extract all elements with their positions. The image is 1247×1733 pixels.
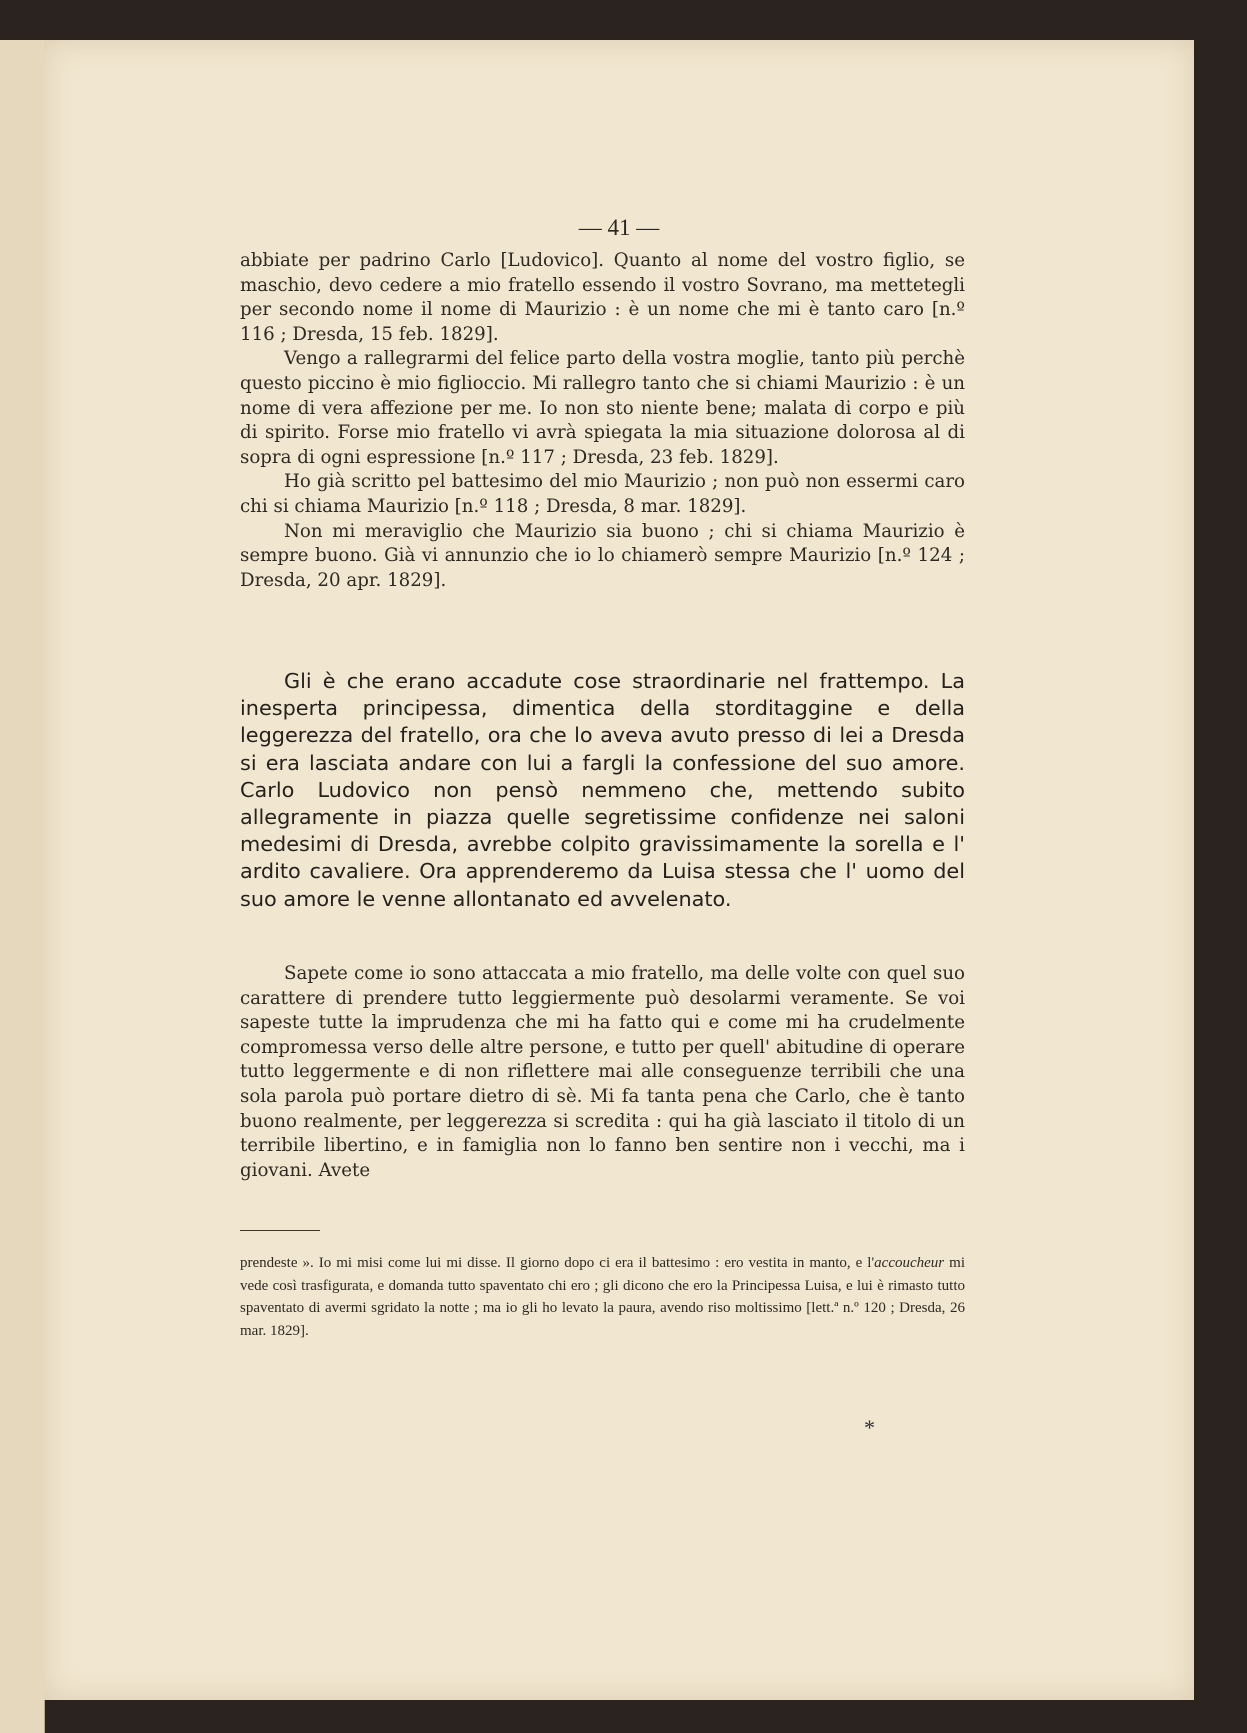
facing-page-edge: [0, 40, 45, 1733]
footnote-italic: accoucheur: [874, 1255, 945, 1271]
quoted-letters-1: [240, 249, 965, 593]
quote-paragraph: Ho già scritto pel battesimo del mio Maurizio ; non può non essermi caro chi si chiama Maurizio [n.º 118 ; Dresda, 8 mar. 1829].: [240, 471, 965, 517]
footnote-text: mi vede così trasfigurata, e domanda tutto spaventato chi ero ; gli dicono che ero la Principessa Luisa, e lui è rimasto tutto spaventato di avermi sgridato la notte ; ma io gli ho levato la paura, avendo riso moltissimo [lett.ª n.º 120 ; Dresda, 26 mar. 1829].: [240, 1255, 965, 1339]
footnote-text: prendeste ». Io mi misi come lui mi disse. Il giorno dopo ci era il battesimo : ero vestita in manto, e l': [240, 1255, 875, 1271]
signature-mark: *: [864, 1415, 875, 1440]
body-paragraph: Gli è che erano accadute cose straordinarie nel frattempo. La inesperta principessa, dimentica della storditaggine e della leggerezza del fratello, ora che lo aveva avuto presso di lei a Dresda si era lasciata andare con lui a fargli la confessione del suo amore. Carlo Ludovico non pensò nemmeno che, mettendo subito allegramente in piazza quelle segretissime confidenze nei saloni medesimi di Dresda, avrebbe colpito gravissimamente la sorella e l' ardito cavaliere. Ora apprenderemo da Luisa stessa che l' uomo del suo amore le venne allontanato ed avvelenato.: [240, 669, 965, 911]
quote-paragraph: Vengo a rallegrarmi del felice parto della vostra moglie, tanto più perchè questo piccino è mio figlioccio. Mi rallegro tanto che si chiami Maurizio : è un nome di vera affezione per me. Io non sto niente bene; malata di corpo e più di spirito. Forse mio fratello vi avrà spiegata la mia situazione dolorosa al di sopra di ogni espressione [n.º 117 ; Dresda, 23 feb. 1829].: [240, 348, 965, 468]
book-page: [44, 40, 1194, 1700]
quoted-letters-2: [240, 962, 965, 1183]
quote-paragraph: Non mi meraviglio che Maurizio sia buono ; chi si chiama Maurizio è sempre buono. Già vi annunzio che io lo chiamerò sempre Maurizio [n.º 124 ; Dresda, 20 apr. 1829].: [240, 520, 965, 591]
footnote: [240, 1252, 965, 1342]
page-number: — 41 —: [578, 215, 660, 240]
quote-paragraph: Sapete come io sono attaccata a mio fratello, ma delle volte con quel suo carattere di prendere tutto leggiermente può desolarmi veramente. Se voi sapeste tutte la imprudenza che mi ha fatto qui e come mi ha crudelmente compromessa verso delle altre persone, e tutto per quell' abitudine di operare tutto leggermente e di non riflettere mai alle conseguenze terribili che una sola parola può portare dietro di sè. Mi fa tanta pena che Carlo, che è tanto buono realmente, per leggerezza si scredita : qui ha già lasciato il titolo di un terribile libertino, e in famiglia non lo fanno ben sentire non i vecchi, ma i giovani. Avete: [240, 963, 965, 1181]
quote-paragraph: abbiate per padrino Carlo [Ludovico]. Quanto al nome del vostro figlio, se maschio, devo cedere a mio fratello essendo il vostro Sovrano, ma mettetegli per secondo nome il nome di Maurizio : è un nome che mi è tanto caro [n.º 116 ; Dresda, 15 feb. 1829].: [240, 250, 965, 345]
footnote-divider: [240, 1230, 320, 1231]
